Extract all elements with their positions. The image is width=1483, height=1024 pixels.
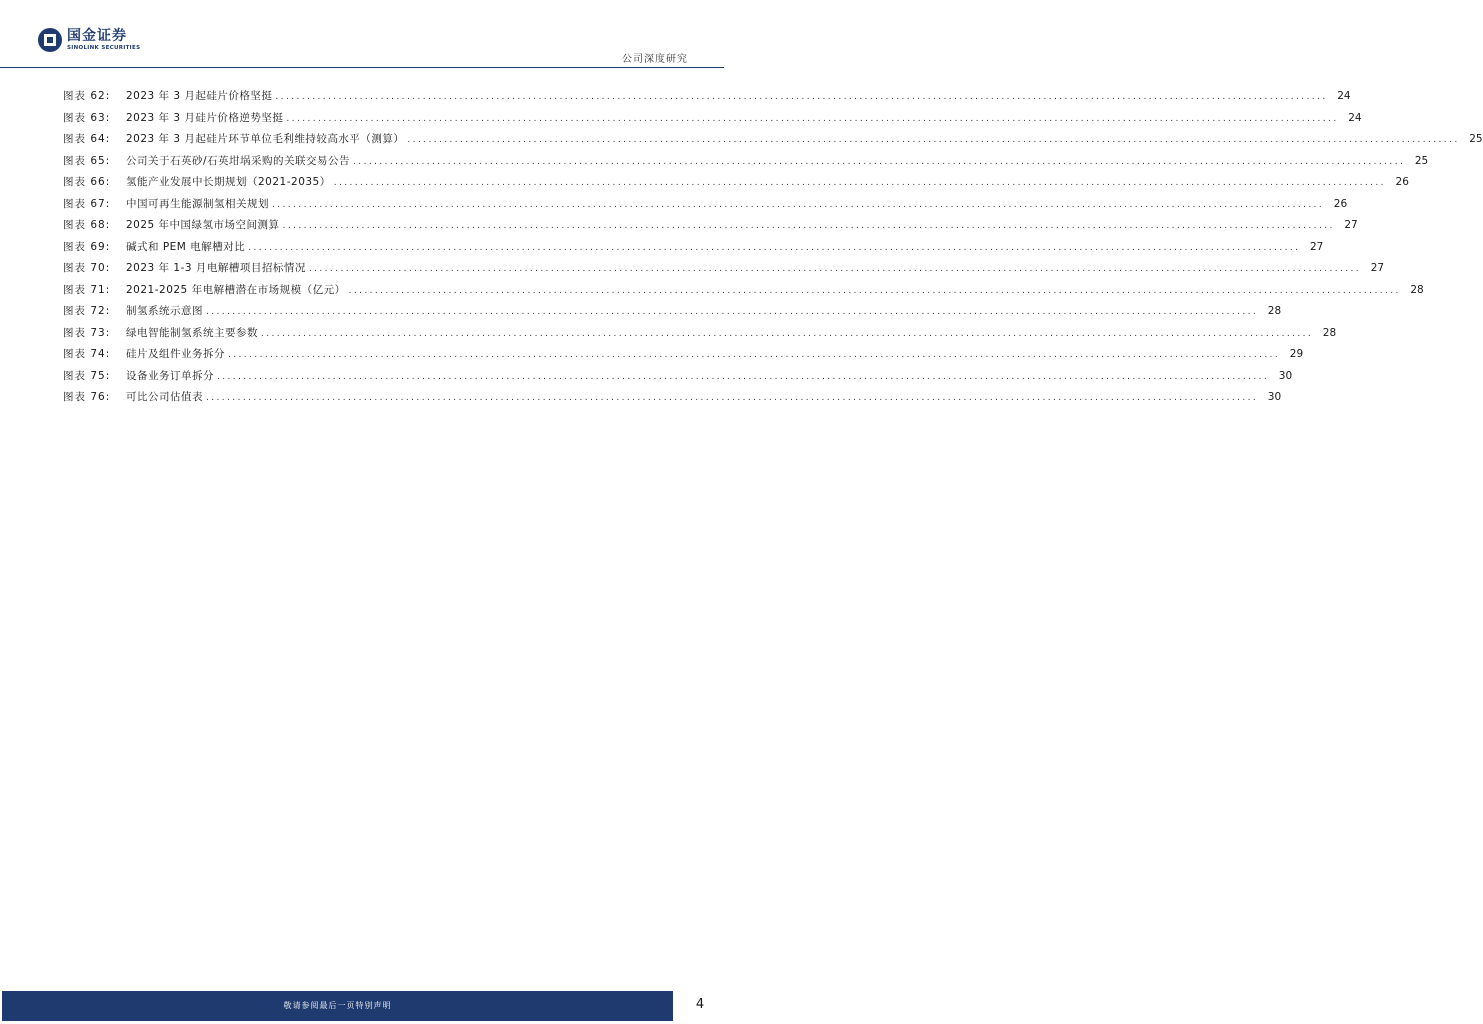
figure-title: 制氢系统示意图 xyxy=(126,305,203,317)
dot-leader: ........................................................................................................................................................................................................ xyxy=(248,242,1301,253)
figure-title: 2023 年 3 月起硅片价格坚挺 xyxy=(126,90,273,102)
figure-title: 2021-2025 年电解槽潜在市场规模（亿元） xyxy=(126,283,346,296)
figure-label: 图表 62: xyxy=(63,90,111,102)
toc-entry[interactable] xyxy=(63,217,1358,239)
dot-leader: ........................................................................................................................................................................................................ xyxy=(206,393,1259,403)
report-type-label: 公司深度研究 xyxy=(622,54,688,65)
figure-label: 图表 75: xyxy=(63,369,111,382)
toc-entry[interactable] xyxy=(63,346,1304,368)
figure-title: 设备业务订单拆分 xyxy=(126,369,214,382)
figure-title: 公司关于石英砂/石英坩埚采购的关联交易公告 xyxy=(126,154,351,167)
figure-index-list xyxy=(63,88,1483,411)
figure-title: 2023 年 3 月起硅片环节单位毛利维持较高水平（测算） xyxy=(126,133,405,145)
toc-entry[interactable] xyxy=(63,303,1282,325)
figure-page-number: 28 xyxy=(1410,283,1424,296)
dot-leader: ........................................................................................................................................................................................................ xyxy=(282,221,1335,231)
brand-name-cn: 国金证券 xyxy=(67,27,127,44)
toc-entry[interactable] xyxy=(63,389,1282,411)
figure-page-number: 27 xyxy=(1344,219,1358,231)
dot-leader: ........................................................................................................................................................................................................ xyxy=(407,135,1460,145)
figure-page-number: 27 xyxy=(1370,262,1385,274)
figure-label: 图表 66: xyxy=(63,176,111,188)
figure-page-number: 25 xyxy=(1469,133,1483,145)
company-logo xyxy=(38,28,140,52)
dot-leader: ........................................................................................................................................................................................................ xyxy=(286,113,1339,124)
figure-page-number: 26 xyxy=(1333,197,1348,210)
figure-page-number: 30 xyxy=(1278,369,1293,382)
figure-page-number: 25 xyxy=(1414,154,1429,167)
dot-leader: ........................................................................................................................................................................................................ xyxy=(275,92,1328,102)
dot-leader: ........................................................................................................................................................................................................ xyxy=(353,156,1406,167)
page-number: 4 xyxy=(695,997,705,1012)
figure-label: 图表 73: xyxy=(63,326,111,339)
toc-entry[interactable] xyxy=(63,260,1385,282)
figure-label: 图表 74: xyxy=(63,348,111,360)
figure-label: 图表 70: xyxy=(63,262,111,274)
dot-leader: ........................................................................................................................................................................................................ xyxy=(308,264,1362,274)
figure-label: 图表 65: xyxy=(63,154,111,167)
figure-title: 绿电智能制氢系统主要参数 xyxy=(126,326,258,339)
figure-page-number: 28 xyxy=(1267,305,1282,317)
figure-title: 2023 年 3 月硅片价格逆势坚挺 xyxy=(126,111,284,124)
figure-page-number: 28 xyxy=(1322,326,1337,339)
figure-label: 图表 71: xyxy=(63,283,111,296)
figure-label: 图表 69: xyxy=(63,240,111,253)
logo-text xyxy=(67,29,140,52)
figure-label: 图表 76: xyxy=(63,391,111,403)
dot-leader: ........................................................................................................................................................................................................ xyxy=(348,285,1401,296)
figure-label: 图表 63: xyxy=(63,111,111,124)
figure-title: 碱式和 PEM 电解槽对比 xyxy=(126,240,246,253)
figure-page-number: 26 xyxy=(1395,176,1409,188)
figure-page-number: 24 xyxy=(1348,111,1362,124)
toc-entry[interactable] xyxy=(63,88,1351,110)
figure-title: 2023 年 1-3 月电解槽项目招标情况 xyxy=(126,262,306,274)
toc-entry[interactable] xyxy=(63,239,1324,261)
figure-page-number: 24 xyxy=(1337,90,1351,102)
header-divider xyxy=(0,67,724,68)
toc-entry[interactable] xyxy=(63,174,1409,196)
dot-leader: ........................................................................................................................................................................................................ xyxy=(333,178,1386,188)
page-footer xyxy=(0,991,724,1024)
figure-label: 图表 72: xyxy=(63,305,111,317)
toc-entry[interactable] xyxy=(63,196,1348,218)
figure-title: 中国可再生能源制氢相关规划 xyxy=(126,197,269,210)
logo-mark-icon xyxy=(38,28,62,52)
figure-title: 氢能产业发展中长期规划（2021-2035） xyxy=(126,176,331,188)
toc-entry[interactable] xyxy=(63,282,1424,304)
toc-entry[interactable] xyxy=(63,153,1429,175)
toc-entry[interactable] xyxy=(63,325,1337,347)
figure-label: 图表 67: xyxy=(63,197,111,210)
dot-leader: ........................................................................................................................................................................................................ xyxy=(217,371,1270,382)
figure-label: 图表 64: xyxy=(63,133,111,145)
figure-title: 2025 年中国绿氢市场空间测算 xyxy=(126,219,280,231)
figure-page-number: 30 xyxy=(1267,391,1282,403)
toc-entry[interactable] xyxy=(63,110,1362,132)
page-header xyxy=(0,0,724,70)
dot-leader: ........................................................................................................................................................................................................ xyxy=(261,328,1314,339)
figure-label: 图表 68: xyxy=(63,219,111,231)
figure-title: 硅片及组件业务拆分 xyxy=(126,348,225,360)
dot-leader: ........................................................................................................................................................................................................ xyxy=(272,199,1325,210)
footer-bar xyxy=(2,991,673,1021)
brand-name-en: SINOLINK SECURITIES xyxy=(67,44,141,51)
dot-leader: ........................................................................................................................................................................................................ xyxy=(206,307,1259,317)
toc-entry[interactable] xyxy=(63,368,1293,390)
figure-page-number: 27 xyxy=(1310,240,1324,253)
figure-title: 可比公司估值表 xyxy=(126,391,203,403)
toc-entry[interactable] xyxy=(63,131,1483,153)
figure-page-number: 29 xyxy=(1289,348,1304,360)
disclaimer-notice: 敬请参阅最后一页特别声明 xyxy=(283,1001,392,1010)
dot-leader: ........................................................................................................................................................................................................ xyxy=(228,350,1281,360)
